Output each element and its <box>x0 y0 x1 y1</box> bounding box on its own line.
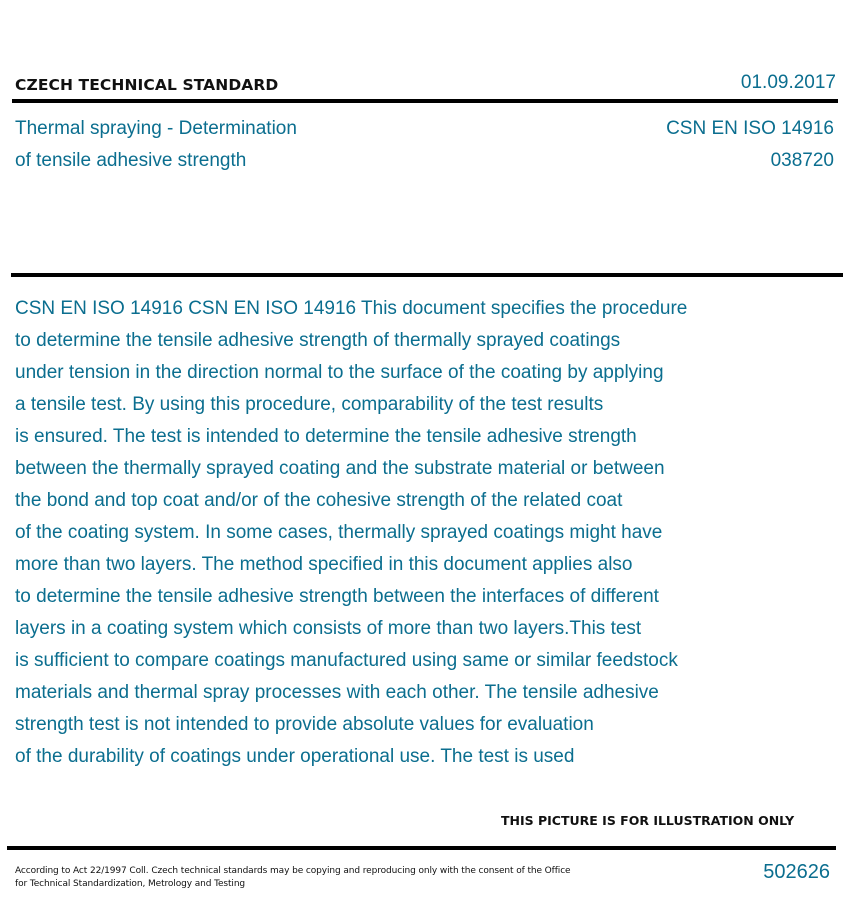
title-line-1: Thermal spraying - Determination <box>15 118 297 139</box>
legal-notice <box>15 865 571 891</box>
header-divider <box>12 99 838 103</box>
legal-line-2: for Technical Standardization, Metrology and Testing <box>15 879 246 889</box>
abstract-line: strength test is not intended to provide absolute values for evaluation <box>15 714 594 735</box>
publication-date: 01.09.2017 <box>740 72 836 93</box>
abstract-line: more than two layers. The method specified in this document applies also <box>15 554 633 575</box>
abstract-line: CSN EN ISO 14916 CSN EN ISO 14916 This document specifies the procedure <box>15 298 688 319</box>
classification-number: 038720 <box>770 150 834 171</box>
legal-line-1: According to Act 22/1997 Coll. Czech technical standards may be copying and reproducing only with the consent of the Office <box>15 866 571 876</box>
abstract-line: of the coating system. In some cases, thermally sprayed coatings might have <box>15 522 663 543</box>
document-number: 502626 <box>763 861 830 883</box>
standard-code: CSN EN ISO 14916 <box>666 118 834 139</box>
abstract-line: under tension in the direction normal to the surface of the coating by applying <box>15 362 664 383</box>
abstract-line: the bond and top coat and/or of the cohesive strength of the related coat <box>15 490 623 511</box>
abstract-line: between the thermally sprayed coating and the substrate material or between <box>15 458 665 479</box>
footer-divider <box>7 846 836 850</box>
abstract-line: a tensile test. By using this procedure, comparability of the test results <box>15 394 604 415</box>
abstract-line: to determine the tensile adhesive strength between the interfaces of different <box>15 586 659 607</box>
abstract-line: of the durability of coatings under operational use. The test is used <box>15 746 575 767</box>
abstract-line: to determine the tensile adhesive strength of thermally sprayed coatings <box>15 330 621 351</box>
title-line-2: of tensile adhesive strength <box>15 150 247 171</box>
abstract-text <box>15 293 815 773</box>
abstract-line: is sufficient to compare coatings manufactured using same or similar feedstock <box>15 650 678 671</box>
standard-type-label: CZECH TECHNICAL STANDARD <box>15 76 279 94</box>
title-divider <box>11 273 843 277</box>
illustration-notice: THIS PICTURE IS FOR ILLUSTRATION ONLY <box>501 813 795 828</box>
abstract-line: is ensured. The test is intended to determine the tensile adhesive strength <box>15 426 637 447</box>
abstract-line: materials and thermal spray processes with each other. The tensile adhesive <box>15 682 659 703</box>
abstract-line: layers in a coating system which consists of more than two layers.This test <box>15 618 642 639</box>
